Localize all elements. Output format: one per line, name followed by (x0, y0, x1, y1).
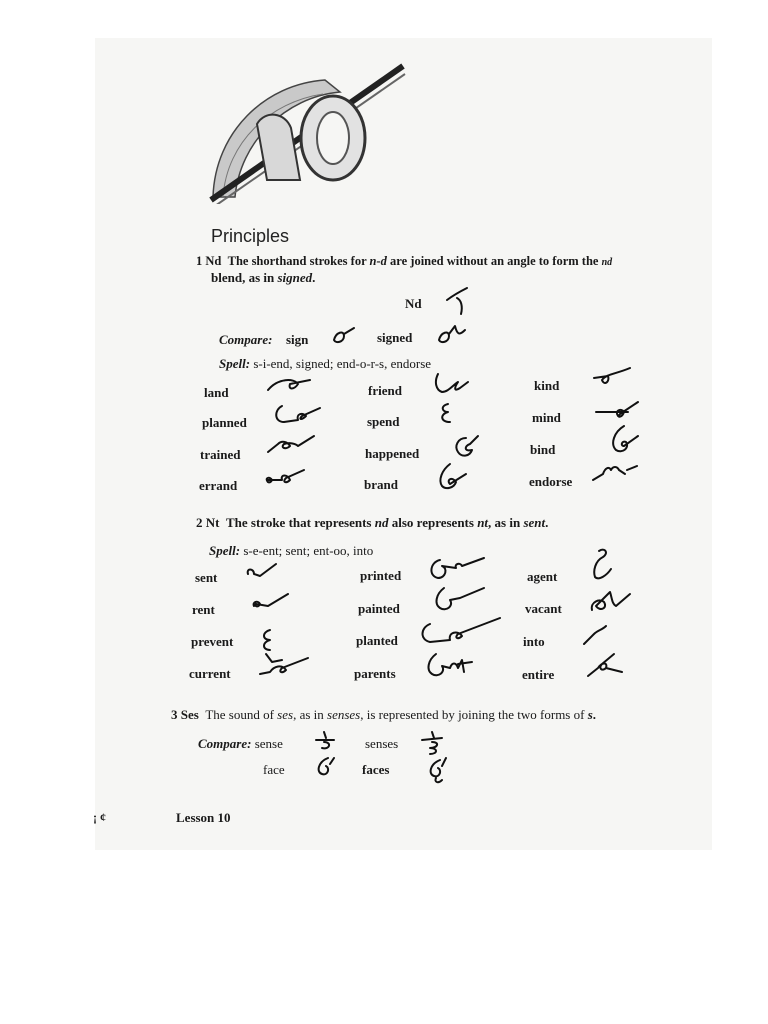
chapter-logo-graphic (205, 62, 410, 204)
shorthand-land (264, 374, 314, 396)
word-senses: senses (365, 736, 399, 751)
word-errand: errand (199, 478, 238, 493)
section2-number: 2 (196, 515, 203, 530)
word-vacant: vacant (525, 601, 562, 616)
shorthand-mind (592, 398, 644, 424)
shorthand-happened (450, 432, 482, 464)
shorthand-trained (266, 432, 320, 456)
section1-line1: 1 Nd The shorthand strokes for n-d are joined without an angle to form the nd (196, 254, 613, 268)
nd-label: Nd (405, 296, 422, 311)
shorthand-parents (424, 650, 474, 682)
footer-lesson-label: Lesson 10 (176, 810, 231, 825)
shorthand-current (256, 654, 312, 682)
word-kind: kind (534, 378, 560, 393)
word-planted: planted (356, 633, 398, 648)
word-endorse: endorse (529, 474, 573, 489)
word-brand: brand (364, 477, 398, 492)
shorthand-signed (435, 320, 469, 346)
word-sign: sign (286, 332, 309, 347)
section2-line: 2 Nt The stroke that represents nd also represents nt, as in sent. (196, 515, 549, 530)
shorthand-planned (272, 402, 324, 428)
shorthand-rent (250, 592, 292, 614)
shorthand-into (580, 622, 612, 650)
word-mind: mind (532, 410, 561, 425)
section1-line2: blend, as in signed. (211, 270, 316, 285)
word-painted: painted (358, 601, 400, 616)
shorthand-painted (432, 584, 488, 614)
compare-label-3: Compare: (198, 736, 252, 751)
word-current: current (189, 666, 231, 681)
section2-name: Nt (205, 515, 220, 530)
word-sent: sent (195, 570, 218, 585)
shorthand-endorse (591, 458, 641, 486)
word-rent: rent (192, 602, 215, 617)
shorthand-brand (436, 462, 470, 492)
word-friend: friend (368, 383, 402, 398)
shorthand-nd (443, 286, 473, 316)
compare-line-3 (198, 736, 283, 752)
word-trained: trained (200, 447, 241, 462)
shorthand-planted (418, 614, 504, 648)
compare-label-1: Compare: (219, 332, 273, 347)
word-into: into (523, 634, 545, 649)
section1-name: Nd (205, 254, 222, 268)
word-faces: faces (362, 762, 390, 777)
shorthand-vacant (586, 584, 634, 616)
word-sense: sense (254, 736, 283, 751)
shorthand-sign (330, 324, 360, 348)
word-spend: spend (367, 414, 400, 429)
shorthand-faces (422, 754, 450, 786)
shorthand-kind (590, 366, 634, 390)
section3-number: 3 (171, 707, 178, 722)
shorthand-friend (432, 370, 472, 396)
shorthand-entire (584, 652, 626, 680)
word-prevent: prevent (191, 634, 234, 649)
shorthand-sense (312, 730, 338, 752)
spell-line-2: Spell: s-e-ent; sent; ent-oo, into (209, 543, 374, 558)
word-parents: parents (354, 666, 396, 681)
word-entire: entire (522, 667, 555, 682)
shorthand-senses (418, 730, 446, 756)
shorthand-agent (585, 545, 617, 585)
page-title: Principles (211, 226, 290, 246)
section3-name: Ses (180, 707, 199, 722)
shorthand-printed (426, 554, 488, 582)
word-bind: bind (530, 442, 556, 457)
word-agent: agent (527, 569, 558, 584)
word-planned: planned (202, 415, 247, 430)
word-happened: happened (365, 446, 420, 461)
section1-number: 1 (196, 254, 203, 268)
section3-line: 3 Ses The sound of ses, as in senses, is represented by joining the two forms of s. (171, 707, 597, 722)
spell-line-1: Spell: s-i-end, signed; end-o-r-s, endorse (219, 356, 432, 371)
shorthand-face (310, 754, 338, 782)
word-land: land (204, 385, 229, 400)
shorthand-sent (244, 560, 280, 582)
shorthand-spend (434, 400, 460, 426)
footer-page-marker: ¡ ¢ (93, 810, 106, 824)
word-printed: printed (360, 568, 402, 583)
shorthand-bind (608, 424, 642, 456)
word-signed: signed (377, 330, 413, 345)
word-face: face (263, 762, 285, 777)
shorthand-errand (262, 468, 308, 492)
